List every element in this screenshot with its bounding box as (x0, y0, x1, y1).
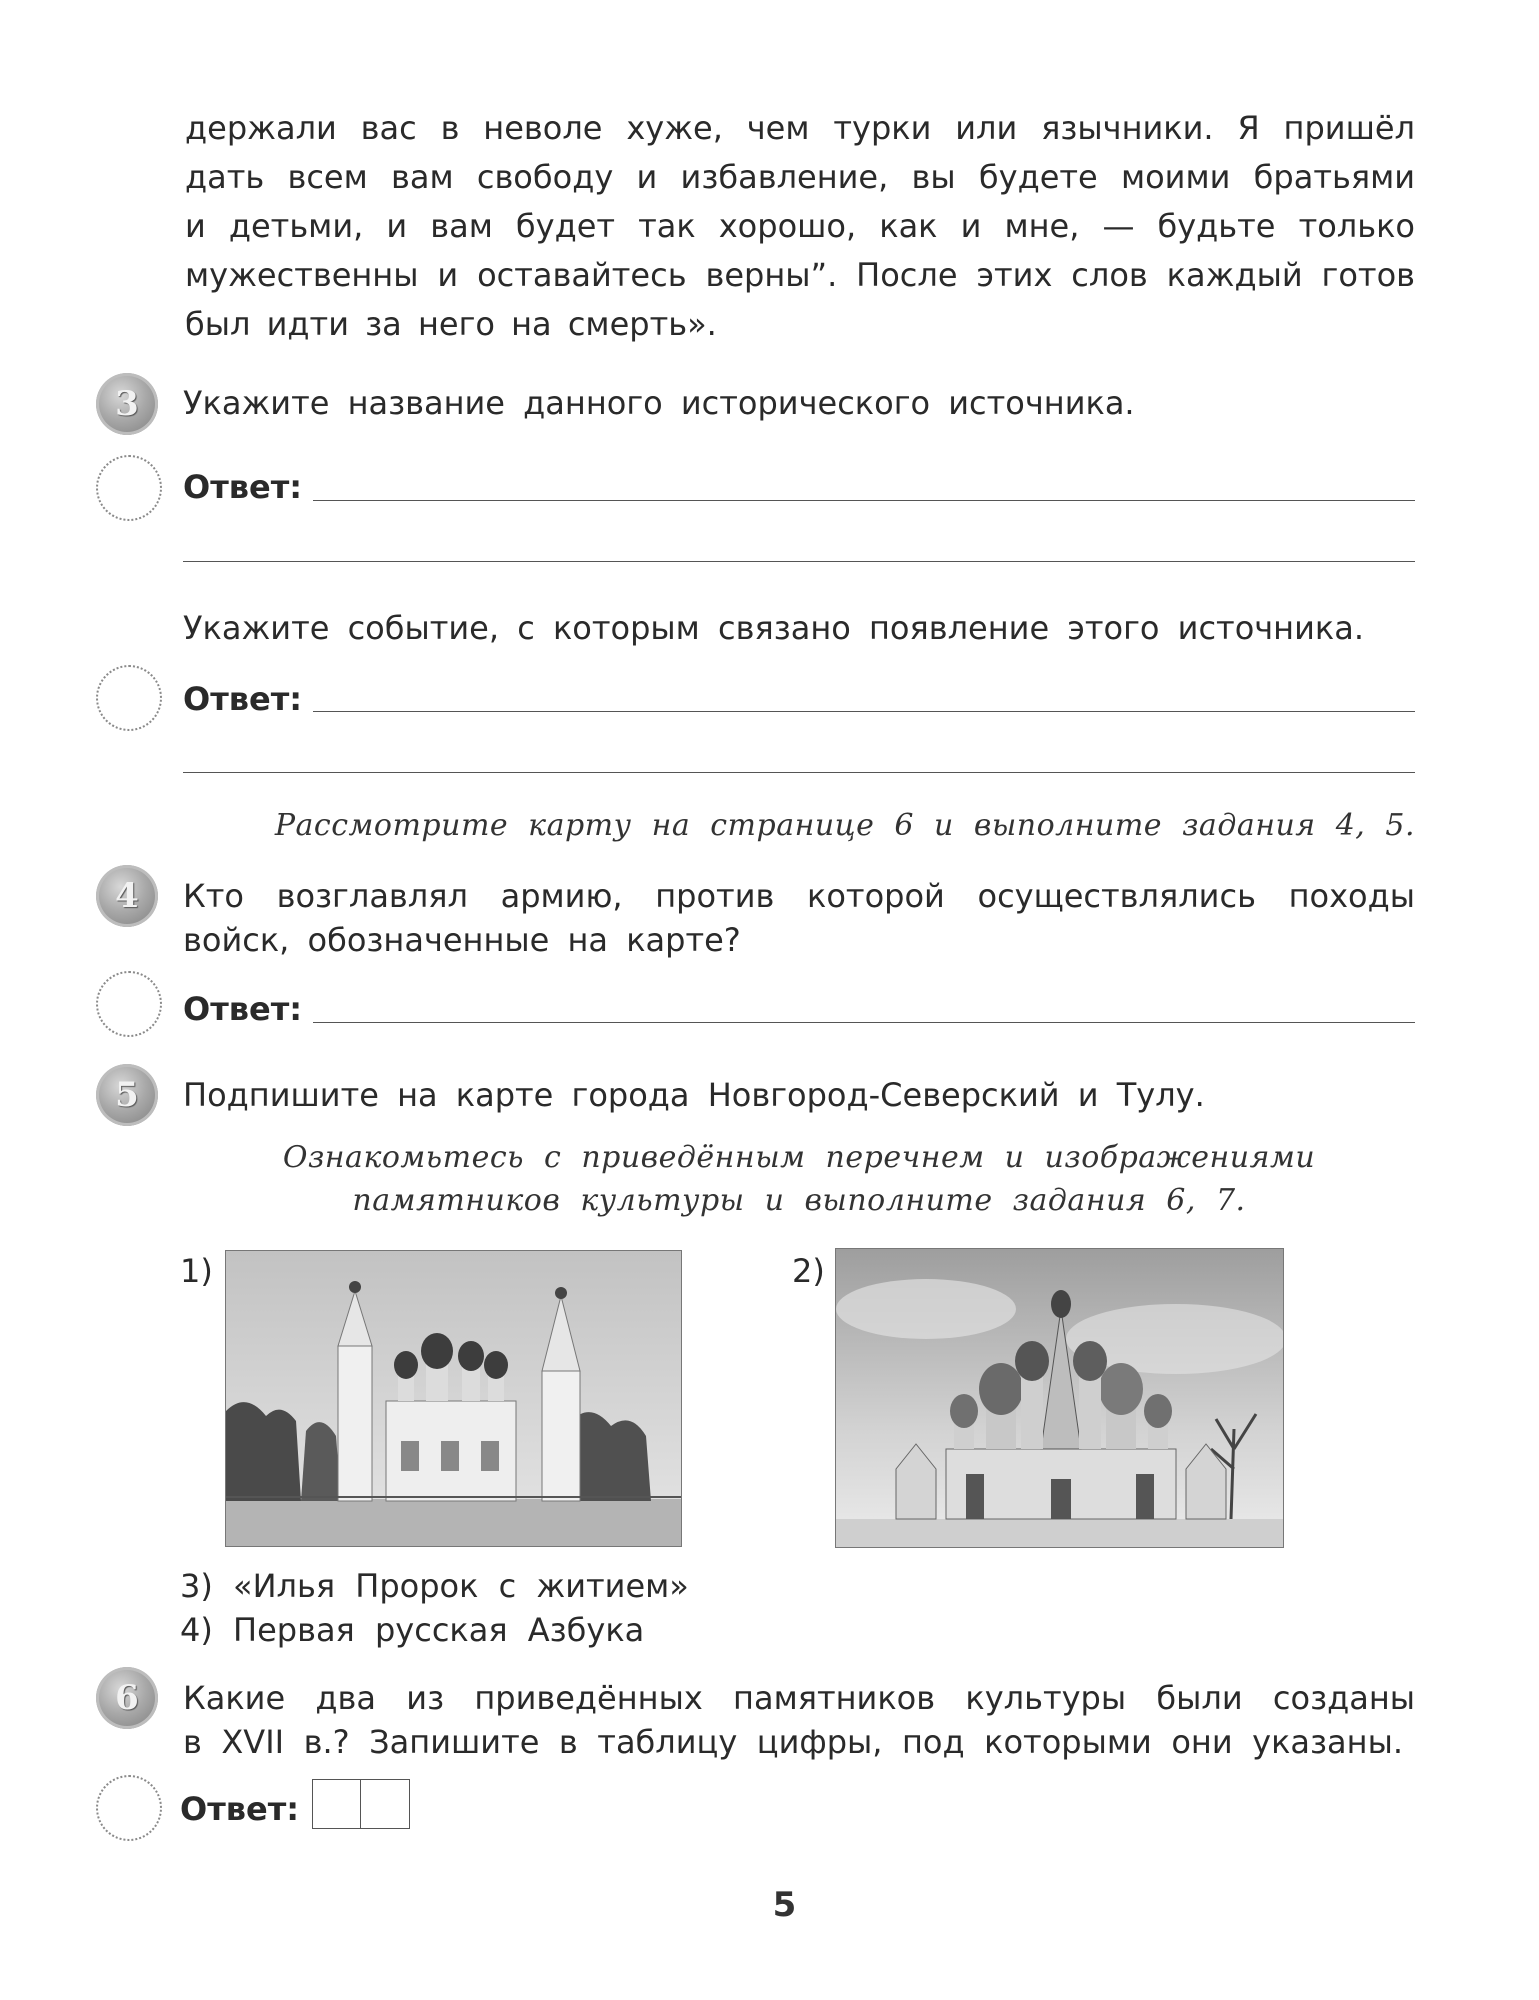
source-text-line: был идти за него на смерть». (185, 305, 717, 343)
answer-line[interactable] (313, 500, 1415, 501)
cathedral-photo-icon (836, 1249, 1283, 1547)
answer-line[interactable] (183, 772, 1415, 773)
score-circle-icon (96, 455, 162, 521)
monument-4-item: 4) Первая русская Азбука (180, 1611, 645, 1649)
monument-1-label: 1) (180, 1252, 213, 1290)
answer-label: Ответ: (183, 990, 303, 1028)
task-3-number-badge (96, 373, 158, 435)
source-text-line: держали вас в неволе хуже, чем турки или язычники. Я пришёл (185, 109, 1415, 147)
answer-cell[interactable] (360, 1779, 410, 1829)
task-6-number-badge (96, 1667, 158, 1729)
task-3-question-a: Укажите название данного исторического источника. (183, 384, 1135, 422)
answer-label: Ответ: (183, 468, 303, 506)
source-text-line: мужественны и оставайтесь верны”. После этих слов каждый готов (185, 256, 1415, 294)
answer-line[interactable] (313, 711, 1415, 712)
task-4-number-badge (96, 865, 158, 927)
answer-cell[interactable] (312, 1779, 362, 1829)
task-3-question-b: Укажите событие, с которым связано появление этого источника. (183, 609, 1364, 647)
answer-label: Ответ: (183, 680, 303, 718)
monuments-instruction-note-line1: Ознакомьтесь с приведённым перечнем и изображениями (282, 1140, 1316, 1175)
page-number: 5 (772, 1885, 797, 1925)
task-3-number: 3 (115, 384, 139, 424)
answer-line[interactable] (313, 1022, 1415, 1023)
church-photo-icon (226, 1251, 681, 1546)
monument-3-item: 3) «Илья Пророк с житием» (180, 1567, 689, 1605)
task-4-number: 4 (115, 876, 139, 916)
task-4-question-line1: Кто возглавлял армию, против которой осуществлялись походы (183, 877, 1415, 915)
task-5-question: Подпишите на карте города Новгород-Северский и Тулу. (183, 1076, 1205, 1114)
map-instruction-note: Рассмотрите карту на странице 6 и выполните задания 4, 5. (274, 808, 1415, 843)
score-circle-icon (96, 1775, 162, 1841)
score-circle-icon (96, 665, 162, 731)
task-4-question-line2: войск, обозначенные на карте? (183, 921, 741, 959)
task-6-question-line2: в XVII в.? Запишите в таблицу цифры, под которыми они указаны. (183, 1723, 1403, 1761)
monuments-instruction-note-line2: памятников культуры и выполните задания 6, 7. (352, 1183, 1246, 1218)
task-5-number: 5 (115, 1075, 139, 1115)
task-6-number: 6 (115, 1678, 139, 1718)
task-6-question-line1: Какие два из приведённых памятников культуры были созданы (183, 1679, 1415, 1717)
source-text-line: дать всем вам свободу и избавление, вы будете моими братьями (185, 158, 1415, 196)
monument-2-photo (835, 1248, 1284, 1548)
task-5-number-badge (96, 1064, 158, 1126)
score-circle-icon (96, 971, 162, 1037)
answer-line[interactable] (183, 561, 1415, 562)
source-text-paragraph (185, 104, 1415, 349)
monument-2-label: 2) (792, 1252, 825, 1290)
monument-1-photo (225, 1250, 682, 1547)
source-text-line: и детьми, и вам будет так хорошо, как и мне, — будьте только (185, 207, 1415, 245)
answer-label: Ответ: (180, 1790, 300, 1828)
